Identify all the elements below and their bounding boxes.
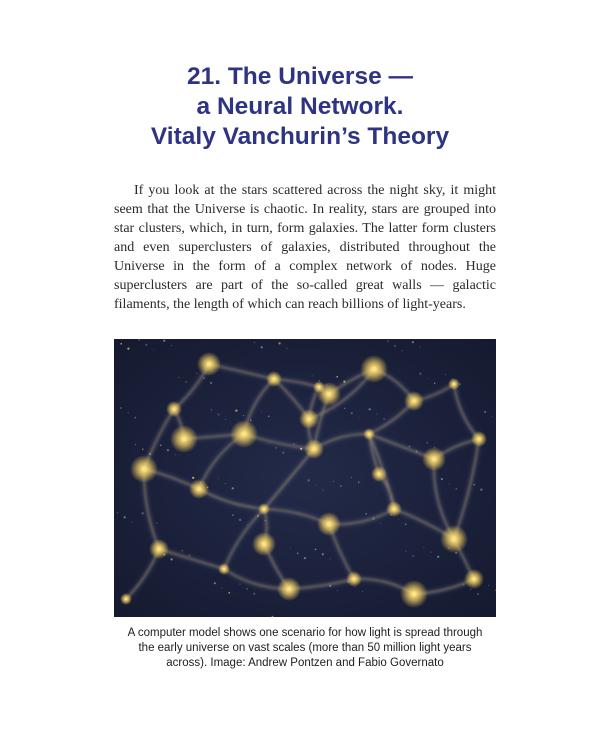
star-dot: [437, 556, 439, 558]
star-dot: [253, 593, 255, 595]
galaxy-cluster-node: [453, 383, 455, 385]
galaxy-cluster-node: [263, 508, 265, 510]
galaxy-cluster-node: [412, 592, 417, 597]
galaxy-cluster-node: [452, 537, 457, 542]
star-dot: [376, 414, 377, 415]
star-dot: [398, 519, 399, 520]
chapter-title-line-1: 21. The Universe —: [186, 63, 414, 90]
star-dot: [362, 591, 364, 593]
star-dot: [286, 348, 287, 349]
star-dot: [369, 408, 371, 410]
galaxy-cluster-node: [327, 392, 331, 396]
star-dot: [462, 583, 464, 585]
galaxy-cluster-node: [478, 438, 481, 441]
star-dot: [268, 443, 269, 444]
caption-line-3: across). Image: Andrew Pontzen and Fabio Governato: [166, 657, 444, 669]
star-dot: [211, 409, 213, 411]
star-dot: [441, 478, 443, 480]
galaxy-cluster-node: [125, 598, 127, 600]
star-dot: [394, 345, 396, 347]
star-dot: [358, 481, 360, 483]
galaxy-cluster-node: [223, 568, 225, 570]
star-dot: [207, 487, 209, 489]
star-dot: [351, 477, 352, 478]
star-dot: [164, 554, 166, 556]
star-dot: [279, 342, 281, 344]
galaxy-cluster-node: [197, 487, 201, 491]
star-dot: [120, 343, 122, 345]
star-dot: [372, 518, 374, 520]
star-dot: [261, 346, 263, 348]
star-dot: [160, 445, 162, 447]
star-dot: [420, 346, 421, 347]
star-dot: [467, 480, 468, 481]
star-dot: [383, 418, 385, 420]
cosmic-web-illustration: [114, 339, 496, 617]
star-dot: [185, 381, 187, 383]
star-dot: [135, 417, 137, 419]
star-dot: [343, 381, 345, 383]
star-dot: [228, 592, 230, 594]
star-dot: [182, 550, 184, 552]
chapter-title-line-2: a Neural Network.: [196, 93, 404, 120]
star-dot: [149, 453, 151, 455]
star-dot: [448, 547, 450, 549]
star-dot: [470, 589, 471, 590]
star-dot: [330, 559, 331, 560]
galaxy-cluster-node: [273, 378, 276, 381]
star-dot: [243, 415, 244, 416]
star-dot: [149, 518, 150, 519]
star-dot: [135, 444, 136, 445]
star-dot: [304, 557, 306, 559]
galaxy-cluster-node: [207, 362, 211, 366]
star-dot: [163, 340, 165, 342]
star-dot: [196, 373, 197, 374]
body-paragraph: If you look at the stars scattered across the night sky, it might seem that the Universe is chaotic. In reality, stars are grouped into star clusters, which, in turn, form galaxies. The latter form clusters and even superclusters of galaxies, distributed throughout the Universe in the form of a complex network of nodes. Huge superclusters are part of the so-called great walls — galactic filaments, the length of which can reach billions of light-years.: [114, 183, 496, 312]
star-dot: [405, 551, 406, 552]
star-dot: [225, 419, 226, 420]
star-dot: [449, 483, 450, 484]
star-dot: [329, 585, 331, 587]
star-dot: [124, 516, 126, 518]
star-dot: [188, 554, 190, 556]
star-dot: [365, 513, 367, 515]
star-dot: [120, 407, 122, 409]
caption-line-1: A computer model shows one scenario for how light is spread through: [127, 627, 483, 639]
star-dot: [308, 479, 310, 481]
star-dot: [484, 411, 486, 413]
star-dot: [153, 349, 154, 350]
star-dot: [480, 489, 482, 491]
star-dot: [351, 412, 353, 414]
star-dot: [175, 454, 176, 455]
cosmic-web-image: [114, 339, 496, 617]
star-dot: [282, 452, 284, 454]
star-dot: [412, 555, 414, 557]
galaxy-cluster-node: [157, 547, 161, 551]
star-dot: [210, 382, 212, 384]
chapter-title: [0, 62, 600, 152]
star-dot: [275, 447, 277, 449]
galaxy-cluster-node: [262, 542, 266, 546]
star-dot: [412, 341, 414, 343]
star-dot: [250, 419, 252, 421]
figure-caption: [110, 626, 500, 671]
star-dot: [312, 375, 313, 376]
star-dot: [142, 448, 144, 450]
star-dot: [203, 377, 205, 379]
galaxy-cluster-node: [242, 432, 247, 437]
star-dot: [145, 344, 147, 346]
star-dot: [340, 485, 342, 487]
star-dot: [214, 582, 216, 584]
star-dot: [268, 416, 270, 418]
star-dot: [235, 410, 237, 412]
galaxy-cluster-node: [393, 508, 396, 511]
galaxy-cluster-node: [432, 457, 436, 461]
star-dot: [380, 523, 381, 524]
star-dot: [488, 585, 489, 586]
star-dot: [232, 514, 234, 516]
galaxy-cluster-node: [327, 522, 331, 526]
star-dot: [157, 549, 158, 550]
caption-line-2: the early universe on vast scales (more than 50 million light years: [138, 642, 472, 654]
star-dot: [387, 340, 389, 342]
star-dot: [265, 520, 266, 521]
galaxy-cluster-node: [182, 437, 187, 442]
star-dot: [441, 452, 442, 453]
star-dot: [167, 449, 169, 451]
star-dot: [128, 412, 129, 413]
star-dot: [247, 524, 248, 525]
star-dot: [433, 446, 435, 448]
star-dot: [344, 408, 346, 410]
star-dot: [333, 481, 334, 482]
star-dot: [322, 489, 324, 491]
star-dot: [427, 378, 428, 379]
star-dot: [222, 588, 223, 589]
star-dot: [455, 552, 457, 554]
star-dot: [171, 558, 173, 560]
star-dot: [319, 380, 321, 382]
star-dot: [200, 482, 201, 483]
galaxy-cluster-node: [312, 447, 316, 451]
star-dot: [217, 413, 219, 415]
star-dot: [423, 547, 424, 548]
star-dot: [473, 484, 475, 486]
star-dot: [477, 593, 479, 595]
star-dot: [218, 478, 219, 479]
star-dot: [300, 448, 302, 450]
star-dot: [416, 450, 418, 452]
star-dot: [359, 418, 360, 419]
star-dot: [427, 442, 429, 444]
galaxy-cluster-node: [307, 417, 311, 421]
galaxy-cluster-node: [368, 433, 370, 435]
star-dot: [336, 376, 338, 378]
star-dot: [390, 514, 392, 516]
star-dot: [239, 584, 240, 585]
galaxy-cluster-node: [372, 367, 377, 372]
star-dot: [192, 477, 194, 479]
star-dot: [459, 383, 461, 385]
star-dot: [322, 553, 324, 555]
star-dot: [246, 588, 248, 590]
star-dot: [355, 586, 356, 587]
star-dot: [171, 345, 172, 346]
star-dot: [452, 379, 454, 381]
star-dot: [131, 522, 132, 523]
star-dot: [257, 515, 259, 517]
star-dot: [138, 339, 140, 341]
star-dot: [492, 416, 493, 417]
star-dot: [456, 488, 458, 490]
star-dot: [308, 453, 309, 454]
galaxy-cluster-node: [412, 399, 416, 403]
star-dot: [445, 374, 446, 375]
star-dot: [178, 377, 179, 378]
star-dot: [293, 443, 295, 445]
galaxy-cluster-node: [173, 408, 176, 411]
chapter-title-line-3: Vitaly Vanchurin’s Theory: [150, 123, 450, 150]
galaxy-cluster-node: [287, 587, 291, 591]
star-dot: [430, 551, 432, 553]
star-dot: [337, 590, 338, 591]
star-dot: [347, 581, 349, 583]
star-dot: [402, 350, 403, 351]
star-dot: [325, 384, 327, 386]
galaxy-cluster-node: [378, 473, 381, 476]
star-dot: [239, 519, 241, 521]
star-dot: [315, 485, 316, 486]
star-dot: [409, 446, 411, 448]
star-dot: [254, 342, 256, 344]
star-dot: [117, 512, 119, 514]
galaxy-cluster-node: [472, 577, 476, 581]
star-dot: [290, 548, 291, 549]
galaxy-cluster-node: [353, 578, 356, 581]
star-dot: [142, 512, 144, 514]
star-dot: [156, 522, 158, 524]
star-dot: [419, 373, 421, 375]
star-dot: [261, 411, 262, 412]
star-dot: [297, 553, 299, 555]
galaxy-cluster-node: [142, 467, 147, 472]
star-dot: [405, 524, 407, 526]
star-dot: [315, 549, 317, 551]
star-dot: [434, 383, 436, 385]
star-dot: [225, 483, 227, 485]
star-dot: [232, 487, 234, 489]
star-dot: [127, 348, 129, 350]
